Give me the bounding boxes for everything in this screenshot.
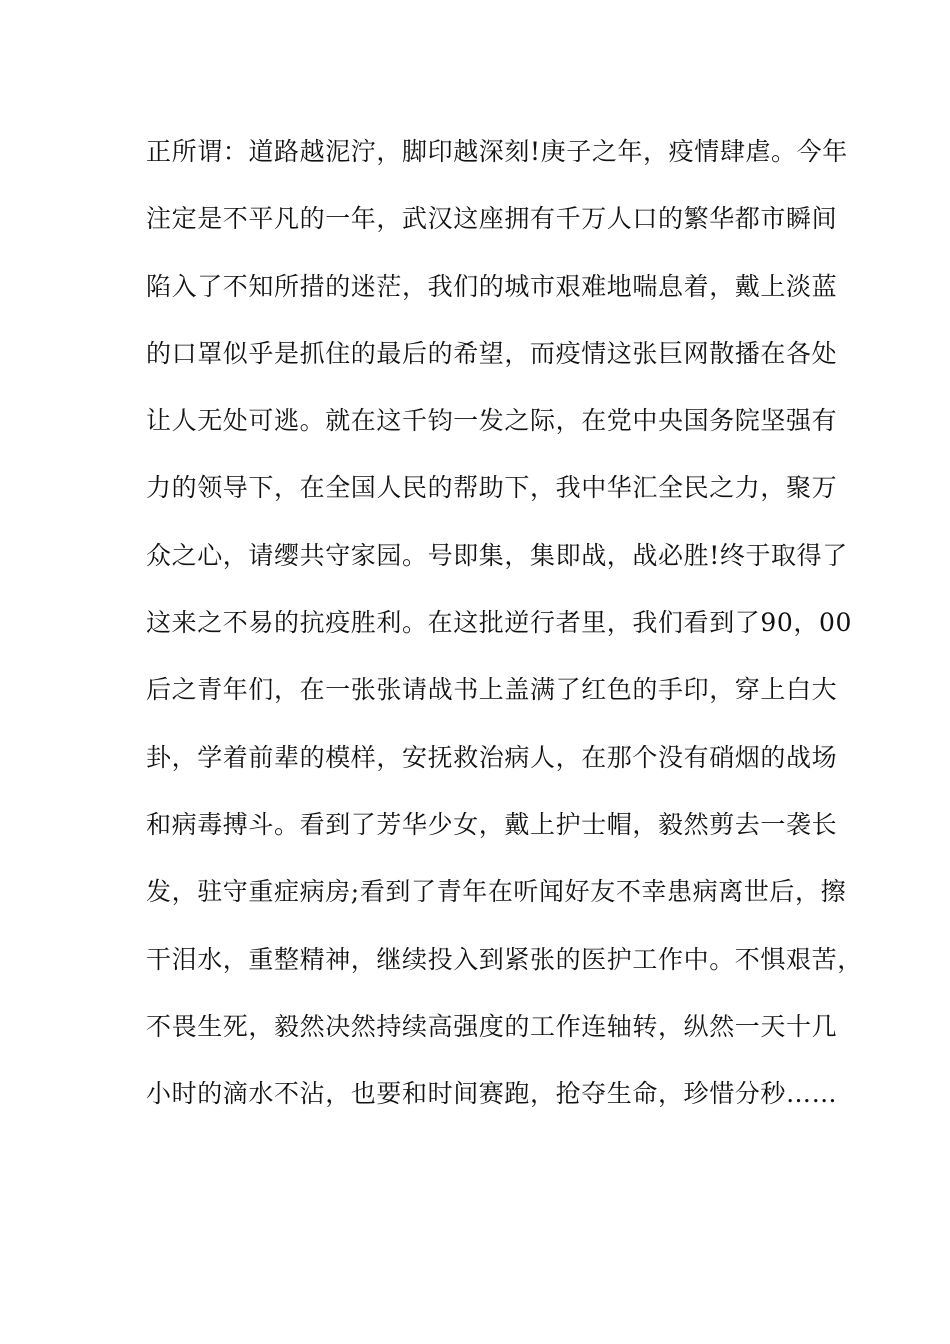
text-line: 卦，学着前辈的模样，安抚救治病人，在那个没有硝烟的战场 — [146, 742, 838, 772]
text-line: 的口罩似乎是抓住的最后的希望，而疫情这张巨网散播在各处 — [146, 338, 838, 368]
text-line: 后之青年们，在一张张请战书上盖满了红色的手印，穿上白大 — [146, 675, 838, 705]
text-line: 这来之不易的抗疫胜利。在这批逆行者里，我们看到了90，00 — [146, 608, 853, 638]
body-paragraph — [146, 124, 863, 1133]
text-line: 众之心，请缨共守家园。号即集，集即战，战必胜!终于取得了 — [146, 540, 848, 570]
text-line: 让人无处可逃。就在这千钧一发之际，在党中央国务院坚强有 — [146, 406, 838, 436]
text-line: 干泪水，重整精神，继续投入到紧张的医护工作中。不惧艰苦， — [146, 944, 863, 974]
text-line: 陷入了不知所措的迷茫，我们的城市艰难地喘息着，戴上淡蓝 — [146, 271, 838, 301]
text-line: 注定是不平凡的一年，武汉这座拥有千万人口的繁华都市瞬间 — [146, 204, 838, 234]
text-line: 力的领导下，在全国人民的帮助下，我中华汇全民之力，聚万 — [146, 473, 838, 503]
text-line: 和病毒搏斗。看到了芳华少女，戴上护士帽，毅然剪去一袭长 — [146, 809, 838, 839]
text-line: 发，驻守重症病房;看到了青年在听闻好友不幸患病离世后，擦 — [146, 877, 847, 907]
text-line: 小时的滴水不沾，也要和时间赛跑，抢夺生命，珍惜分秒…… — [146, 1079, 838, 1109]
text-line: 正所谓：道路越泥泞，脚印越深刻!庚子之年，疫情肆虐。今年 — [146, 137, 848, 166]
text-line: 不畏生死，毅然决然持续高强度的工作连轴转，纵然一天十几 — [146, 1011, 838, 1041]
